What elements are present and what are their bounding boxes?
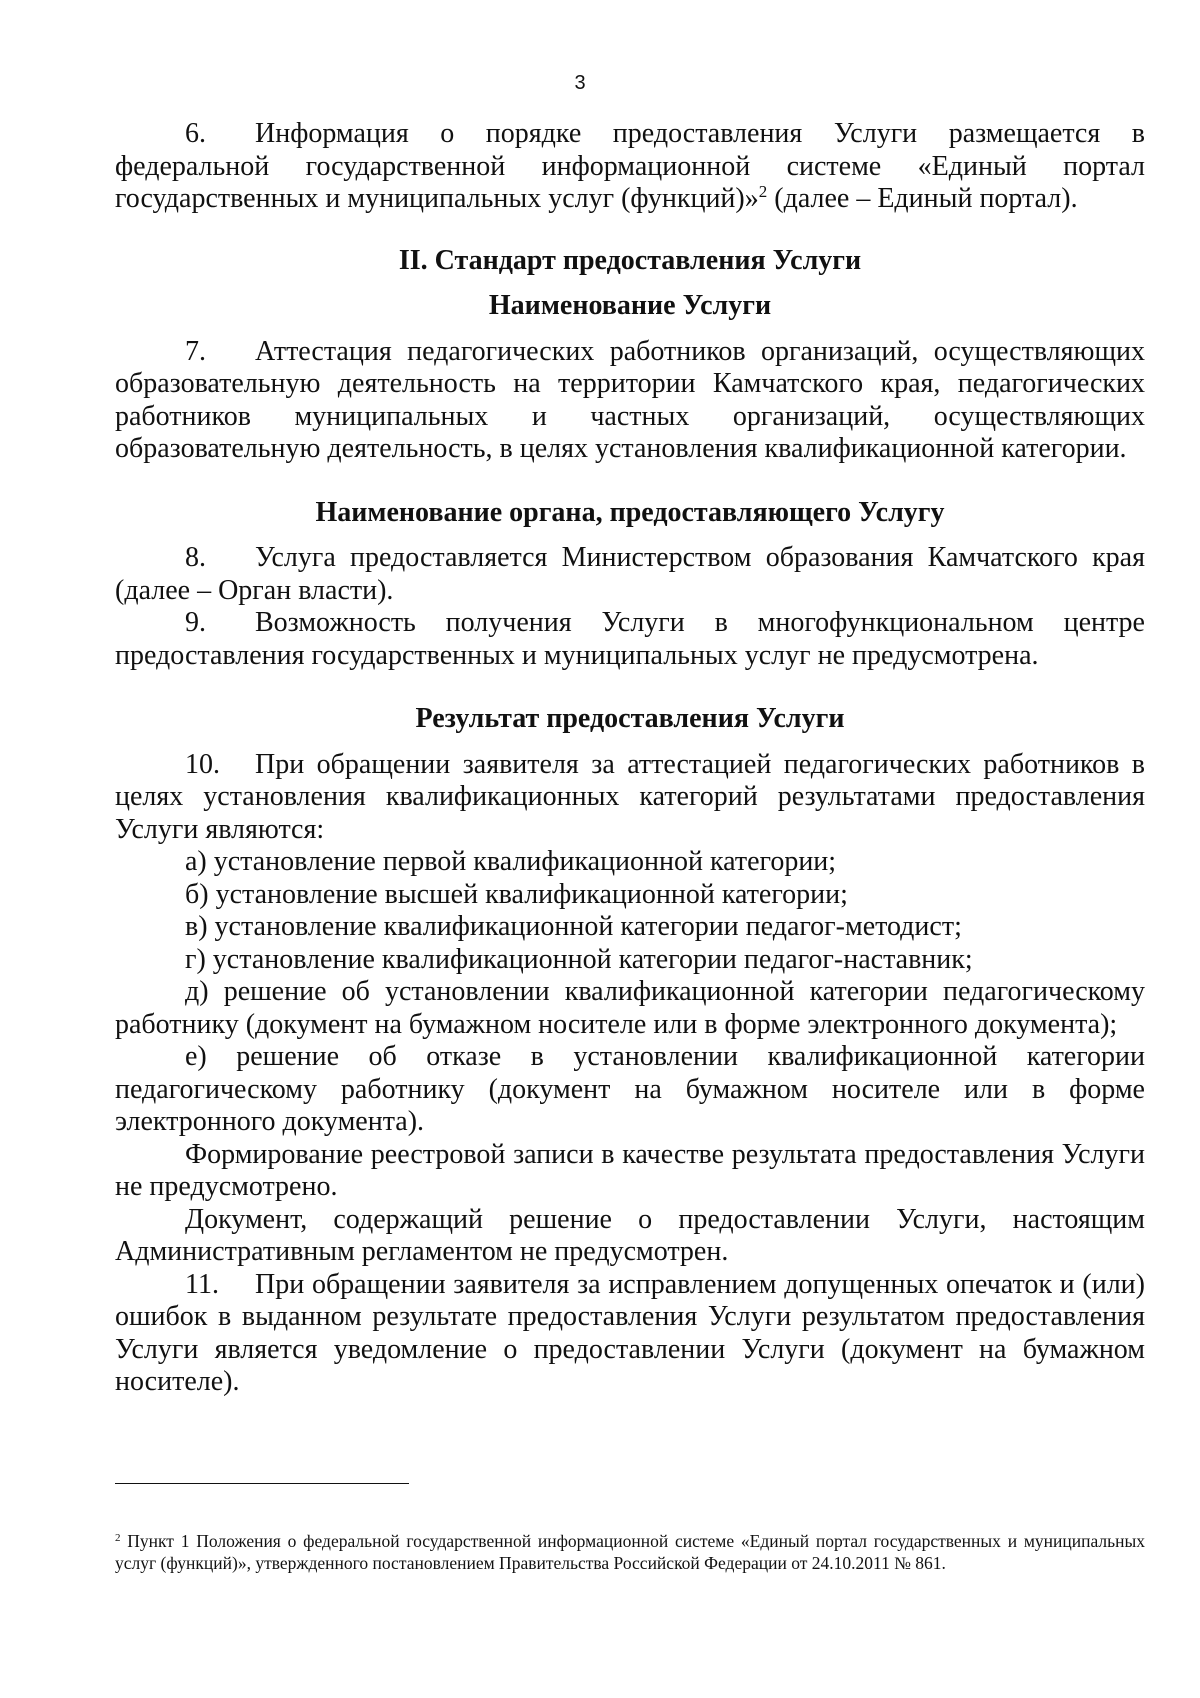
footnote-mark: 2: [115, 1532, 121, 1544]
list-item-d: д) решение об установлении квалификационной категории педагогическому работнику (документ на бумажном носителе или в форме электронного документа);: [115, 976, 1145, 1040]
paragraph-number: 11.: [185, 1268, 219, 1300]
paragraph-number: 9.: [185, 607, 206, 638]
footnote-reference[interactable]: 2: [758, 182, 768, 201]
list-item-v: в) установление квалификационной категории педагог-методист;: [185, 911, 962, 942]
paragraph-text: При обращении заявителя за аттестацией педагогических работников в целях установления квалификационных категорий результатами предоставления Услуги являются:: [115, 748, 1145, 845]
footnote: [115, 1530, 1145, 1574]
paragraph-text: Информация о порядке предоставления Услуги размещается в федеральной государственной информационной системе «Единый портал государственных и муниципальных услуг (функций)»: [115, 118, 1145, 214]
page-number: 3: [574, 72, 586, 94]
footnote-text: Пункт 1 Положения о федеральной государственной информационной системе «Единый портал государственных и муниципальных услуг (функций)», утвержденного постановлением Правительства Российской Федерации от 24.10.2011 № 861.: [115, 1531, 1145, 1573]
paragraph-7: [115, 336, 1145, 466]
paragraph-text: Услуга предоставляется Министерством образования Камчатского края (далее – Орган власти).: [115, 542, 1145, 606]
paragraph-8: [115, 542, 1145, 607]
subheading-organ: Наименование органа, предоставляющего Услугу: [315, 496, 945, 528]
footnote-separator: [115, 1483, 409, 1484]
paragraph-text-continued: (далее – Единый портал).: [767, 183, 1078, 214]
paragraph-text: Возможность получения Услуги в многофункциональном центре предоставления государственных и муниципальных услуг не предусмотрена.: [115, 607, 1145, 671]
paragraph-number: 7.: [185, 335, 206, 367]
paragraph-text: При обращении заявителя за исправлением допущенных опечаток и (или) ошибок в выданном результате предоставления Услуги результатом предоставления Услуги является уведомление о предоставлении Услуги (документ на бумажном носителе).: [115, 1268, 1145, 1397]
paragraph-decision-document: Документ, содержащий решение о предоставлении Услуги, настоящим Административным регламентом не предусмотрен.: [115, 1203, 1145, 1267]
paragraph-6: [115, 118, 1145, 216]
paragraph-11: [115, 1269, 1145, 1399]
subheading-service-name: Наименование Услуги: [488, 290, 772, 321]
list-item-b: б) установление высшей квалификационной категории;: [185, 878, 848, 910]
section-heading: II. Стандарт предоставления Услуги: [398, 244, 862, 276]
paragraph-text: Аттестация педагогических работников организаций, осуществляющих образовательную деятельность на территории Камчатского края, педагогических работников муниципальных и частных организаций, осуществляющих образовательную деятельность, в целях установления квалификационной категории.: [115, 335, 1145, 464]
paragraph-registry: Формирование реестровой записи в качестве результата предоставления Услуги не предусмотрено.: [115, 1138, 1145, 1202]
list-item-e: е) решение об отказе в установлении квалификационной категории педагогическому работнику (документ на бумажном носителе или в форме электронного документа).: [115, 1041, 1145, 1137]
paragraph-number: 10.: [185, 748, 220, 780]
list-item-g: г) установление квалификационной категории педагог-наставник;: [185, 943, 973, 975]
paragraph-10: [115, 749, 1145, 847]
paragraph-number: 8.: [185, 542, 206, 573]
document-body: [115, 118, 1145, 1399]
list-item-a: а) установление первой квалификационной категории;: [185, 846, 837, 877]
paragraph-9: [115, 607, 1145, 672]
paragraph-number: 6.: [185, 118, 206, 149]
subheading-result: Результат предоставления Услуги: [415, 703, 845, 734]
